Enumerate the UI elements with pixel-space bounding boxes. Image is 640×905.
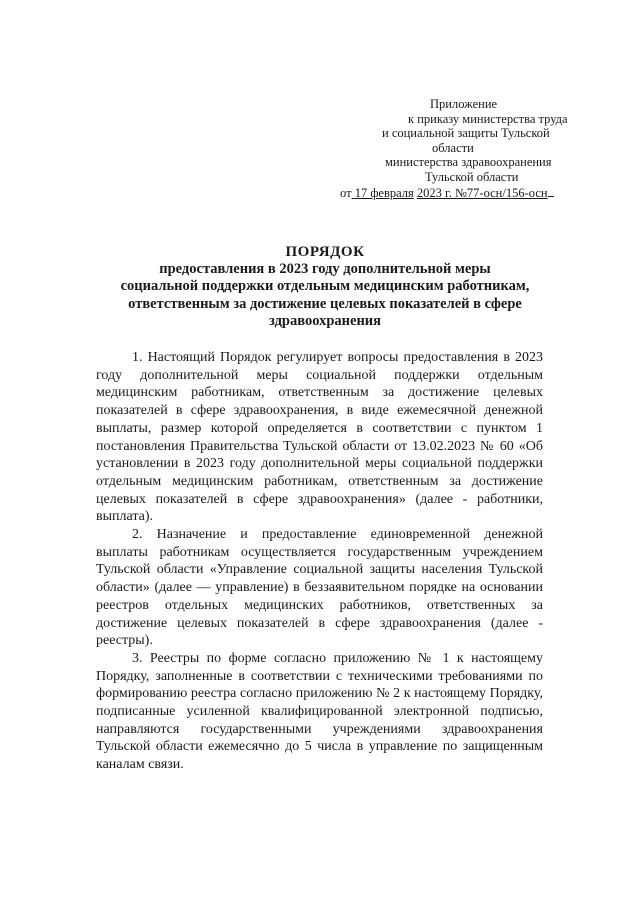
paragraph-3: 3. Реестры по форме согласно приложению № 1 к настоящему Порядку, заполненные в соответствии с техническими требованиями по формированию реестра согласно приложению № 2 к настоящему Порядку, подписанные усиленной квалифицированной электронной подписью, направляются государственными учреждениями здравоохранения Тульской области ежемесячно до 5 числа в управление по защищенным каналам связи. bbox=[96, 650, 543, 773]
document-title-block bbox=[100, 244, 550, 330]
date-prefix: от bbox=[340, 185, 352, 200]
appendix-label: Приложение bbox=[430, 97, 498, 111]
paragraph-2: 2. Назначение и предоставление единовременной денежной выплаты работникам осуществляется государственным учреждением Тульской области «Управление социальной защиты населения Тульской области» (далее — управление) в беззаявительном порядке на основании реестров отдельных медицинских работников, ответственных за достижение целевых показателей в сфере здравоохранения (далее - реестры). bbox=[96, 527, 543, 649]
appendix-order-ref-line2: и социальной защиты Тульской bbox=[382, 126, 550, 141]
appendix-header bbox=[330, 97, 570, 200]
appendix-order-ref-line3: области bbox=[432, 140, 474, 155]
underline-tail bbox=[548, 185, 554, 197]
title-line-3: ответственным за достижение целевых показателей в сфере bbox=[128, 295, 522, 312]
order-number: 2023 г. №77-осн/156-осн bbox=[416, 185, 548, 200]
appendix-order-ref-line5: Тульской области bbox=[425, 169, 519, 184]
title-line-4: здравоохранения bbox=[269, 312, 381, 329]
document-body bbox=[96, 349, 543, 774]
paragraph-1: 1. Настоящий Порядок регулирует вопросы предоставления в 2023 году дополнительной меры социальной поддержки отдельным медицинским работникам, ответственным за достижение целевых показателей в сфере здравоохранения, в виде ежемесячной денежной выплаты, размер которой определяется в соответствии с пунктом 1 постановления Правительства Тульской области от 13.02.2023 № 60 «Об установлении в 2023 году дополнительной меры социальной поддержки отдельным медицинским работникам, ответственным за достижение целевых показателей в сфере здравоохранения» (далее - работники, выплата). bbox=[96, 350, 543, 525]
document-heading: ПОРЯДОК bbox=[285, 244, 365, 260]
order-date: 17 февраля bbox=[354, 185, 414, 200]
title-line-1: предоставления в 2023 году дополнительной меры bbox=[159, 261, 491, 278]
appendix-order-ref-line1: к приказу министерства труда bbox=[408, 111, 568, 126]
title-line-2: социальной поддержки отдельным медицинским работникам, bbox=[120, 278, 530, 295]
appendix-date-line bbox=[340, 185, 580, 201]
appendix-order-ref-line4: министерства здравоохранения bbox=[385, 155, 552, 170]
